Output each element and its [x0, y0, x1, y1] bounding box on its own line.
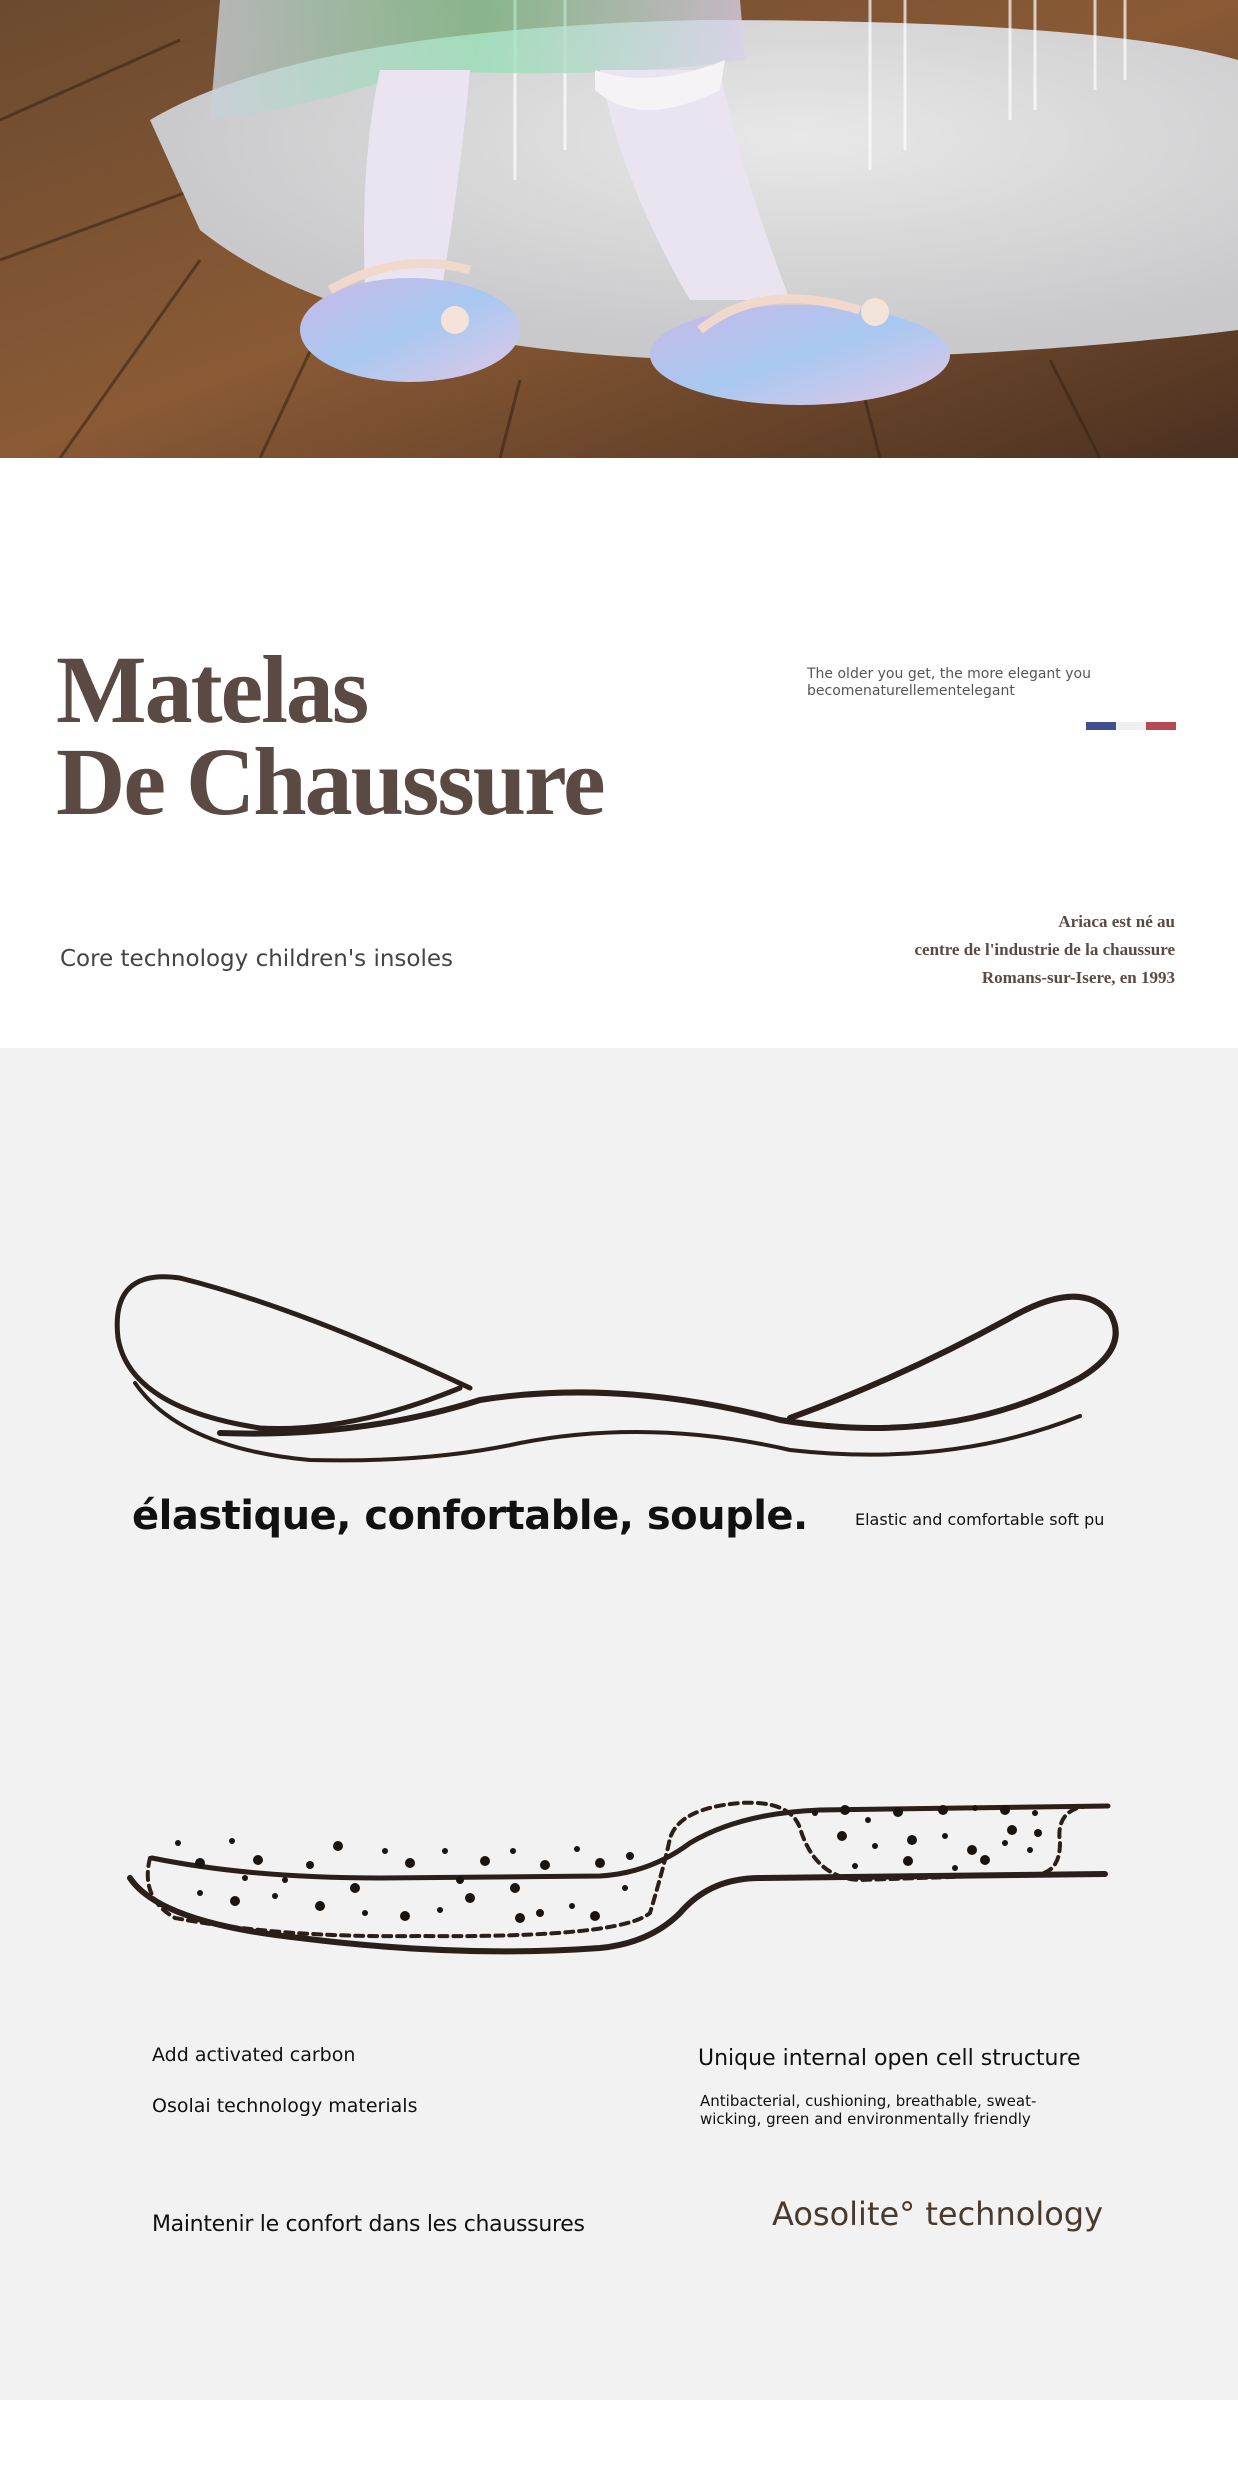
features-section	[0, 1048, 1238, 2400]
brand-technology-name: Aosolite° technology	[772, 2195, 1104, 2233]
feature2-label-carbon: Add activated carbon	[152, 2044, 356, 2066]
origin-line3: Romans-sur-Isere, en 1993	[981, 968, 1175, 987]
feature2-right-desc	[700, 2092, 1100, 2128]
feature2-label-materials: Osolai technology materials	[152, 2095, 418, 2117]
feature2-right-desc-line2: wicking, green and environmentally friendly	[700, 2110, 1031, 2128]
origin-text	[780, 908, 1175, 992]
feature2-slogan: Maintenir le confort dans les chaussures	[152, 2212, 585, 2237]
feature1-caption: Elastic and comfortable soft pu	[855, 1510, 1105, 1529]
feature2-right-desc-line1: Antibacterial, cushioning, breathable, sweat-	[700, 2092, 1037, 2110]
french-flag-icon	[1086, 722, 1176, 730]
origin-line2: centre de l'industrie de la chaussure	[914, 940, 1175, 959]
origin-line1: Ariaca est né au	[1058, 912, 1175, 931]
page-title-line1: Matelas	[56, 636, 368, 743]
subtitle: Core technology children's insoles	[60, 946, 454, 972]
tagline-line1: The older you get, the more elegant you	[807, 666, 1091, 682]
hero-photo	[0, 0, 1238, 458]
insole-cross-section-illustration	[0, 1748, 1238, 2048]
feature1-heading: élastique, confortable, souple.	[132, 1493, 808, 1539]
feature2-right-title: Unique internal open cell structure	[698, 2046, 1081, 2071]
intro-section	[0, 458, 1238, 1048]
page-title-line2: De Chaussure	[56, 728, 604, 835]
insole-outline-illustration	[0, 1048, 1238, 1468]
tagline-line2: becomenaturellementelegant	[807, 683, 1015, 699]
tagline	[807, 666, 1137, 700]
